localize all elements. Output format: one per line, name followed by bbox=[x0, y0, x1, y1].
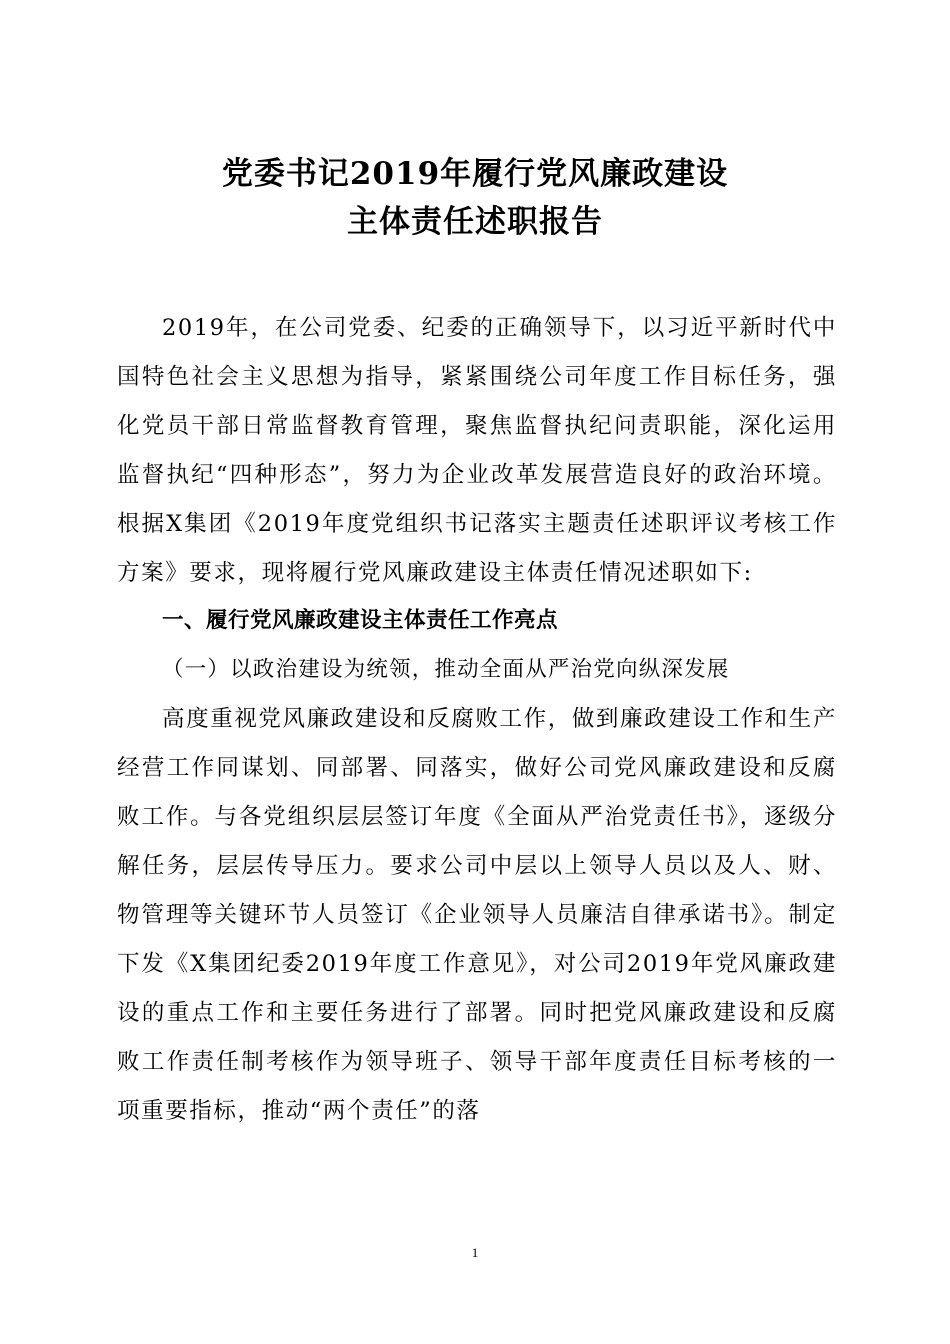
body-paragraph: 高度重视党风廉政建设和反腐败工作，做到廉政建设工作和生产经营工作同谋划、同部署、同落实，做好公司党风廉政建设和反腐败工作。与各党组织层层签订年度《全面从严治党责任书》，逐级分解任务，层层传导压力。要求公司中层以上领导人员以及人、财、物管理等关键环节人员签订《企业领导人员廉洁自律承诺书》。制定下发《X集团纪委2019年度工作意见》，对公司2019年党风廉政建设的重点工作和主要任务进行了部署。同时把党风廉政建设和反腐败工作责任制考核作为领导班子、领导干部年度责任目标考核的一项重要指标，推动“两个责任”的落 bbox=[117, 706, 837, 1124]
document-title-line-1: 党委书记2019年履行党风廉政建设 bbox=[221, 156, 729, 192]
document-body bbox=[117, 304, 837, 1135]
section-heading: 一、履行党风廉政建设主体责任工作亮点 bbox=[162, 608, 559, 634]
page-number: 1 bbox=[471, 1245, 479, 1260]
intro-paragraph: 2019年，在公司党委、纪委的正确领导下，以习近平新时代中国特色社会主义思想为指导，紧紧围绕公司年度工作目标任务，强化党员干部日常监督教育管理，聚焦监督执纪问责职能，深化运用监督执纪“四种形态”，努力为企业改革发展营造良好的政治环境。根据X集团《2019年度党组织书记落实主题责任述职评议考核工作方案》要求，现将履行党风廉政建设主体责任情况述职如下: bbox=[117, 315, 837, 586]
subsection-heading: （一）以政治建设为统领，推动全面从严治党向纵深发展 bbox=[162, 657, 730, 683]
document-title-line-2: 主体责任述职报告 bbox=[347, 204, 603, 240]
